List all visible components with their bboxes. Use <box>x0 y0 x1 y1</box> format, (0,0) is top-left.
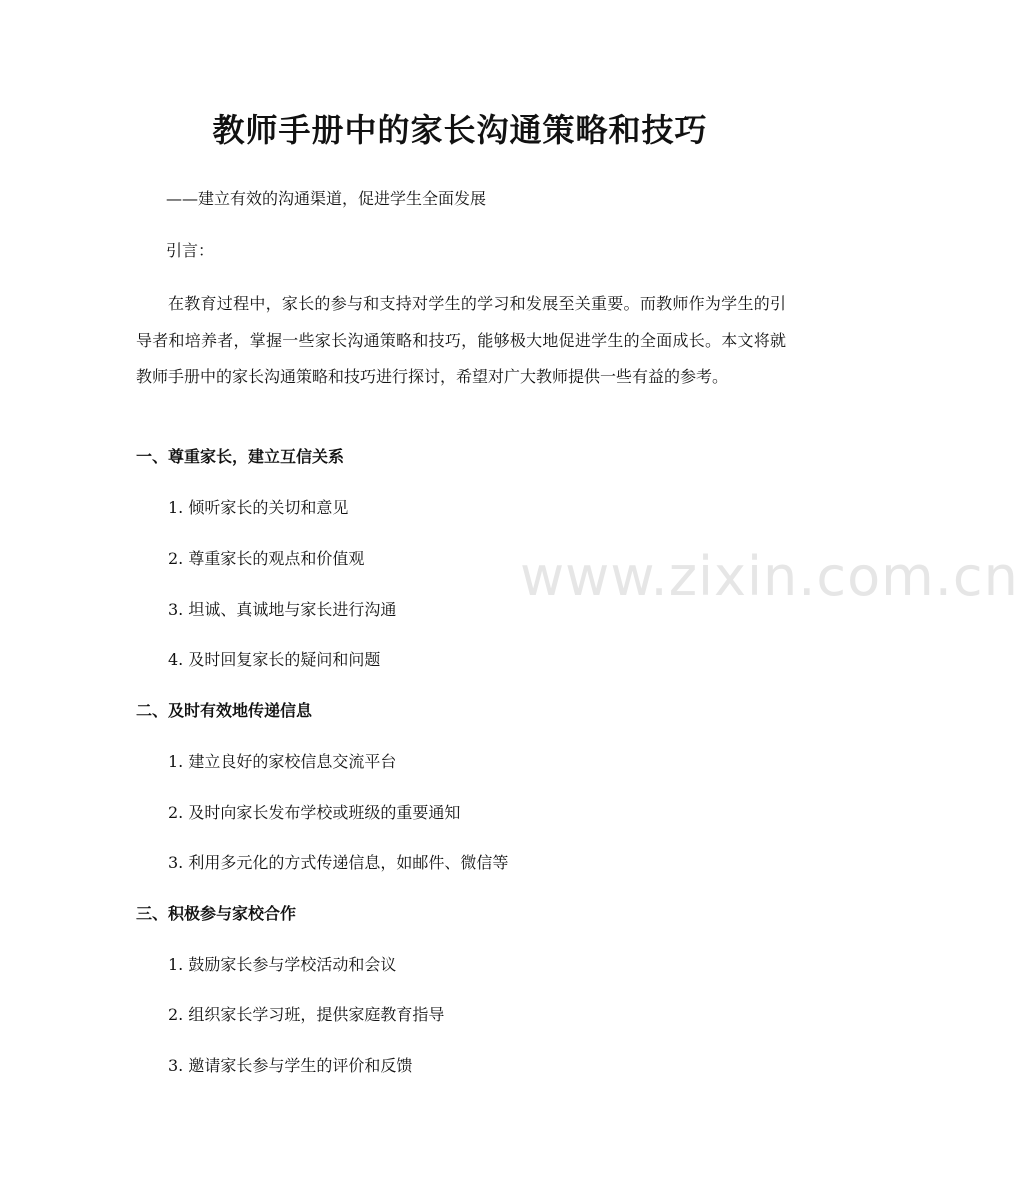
section-heading: 一、尊重家长，建立互信关系 <box>136 447 345 466</box>
intro-paragraph: 在教育过程中，家长的参与和支持对学生的学习和发展至关重要。而教师作为学生的引导者和培养者，掌握一些家长沟通策略和技巧，能够极大地促进学生的全面成长。本文将就教师手册中的家长沟通策略和技巧进行探讨，希望对广大教师提供一些有益的参考。 <box>136 294 786 386</box>
list-item: 2. 及时向家长发布学校或班级的重要通知 <box>168 803 461 822</box>
list-item: 1. 倾听家长的关切和意见 <box>168 498 349 517</box>
list-item: 2. 尊重家长的观点和价值观 <box>168 549 365 568</box>
watermark: www.zixin.com.cn <box>520 545 1019 608</box>
list-item: 3. 邀请家长参与学生的评价和反馈 <box>168 1056 413 1075</box>
list-item: 3. 利用多元化的方式传递信息，如邮件、微信等 <box>168 853 509 872</box>
intro-label: 引言： <box>166 241 215 260</box>
list-item: 2. 组织家长学习班，提供家庭教育指导 <box>168 1005 445 1024</box>
subtitle: ——建立有效的沟通渠道，促进学生全面发展 <box>166 189 487 208</box>
section-heading: 三、积极参与家校合作 <box>136 904 297 923</box>
list-item: 1. 建立良好的家校信息交流平台 <box>168 752 397 771</box>
list-item: 1. 鼓励家长参与学校活动和会议 <box>168 955 397 974</box>
page-title: 教师手册中的家长沟通策略和技巧 <box>212 111 708 149</box>
section-heading: 二、及时有效地传递信息 <box>136 701 313 720</box>
list-item: 4. 及时回复家长的疑问和问题 <box>168 650 381 669</box>
list-item: 3. 坦诚、真诚地与家长进行沟通 <box>168 600 397 619</box>
